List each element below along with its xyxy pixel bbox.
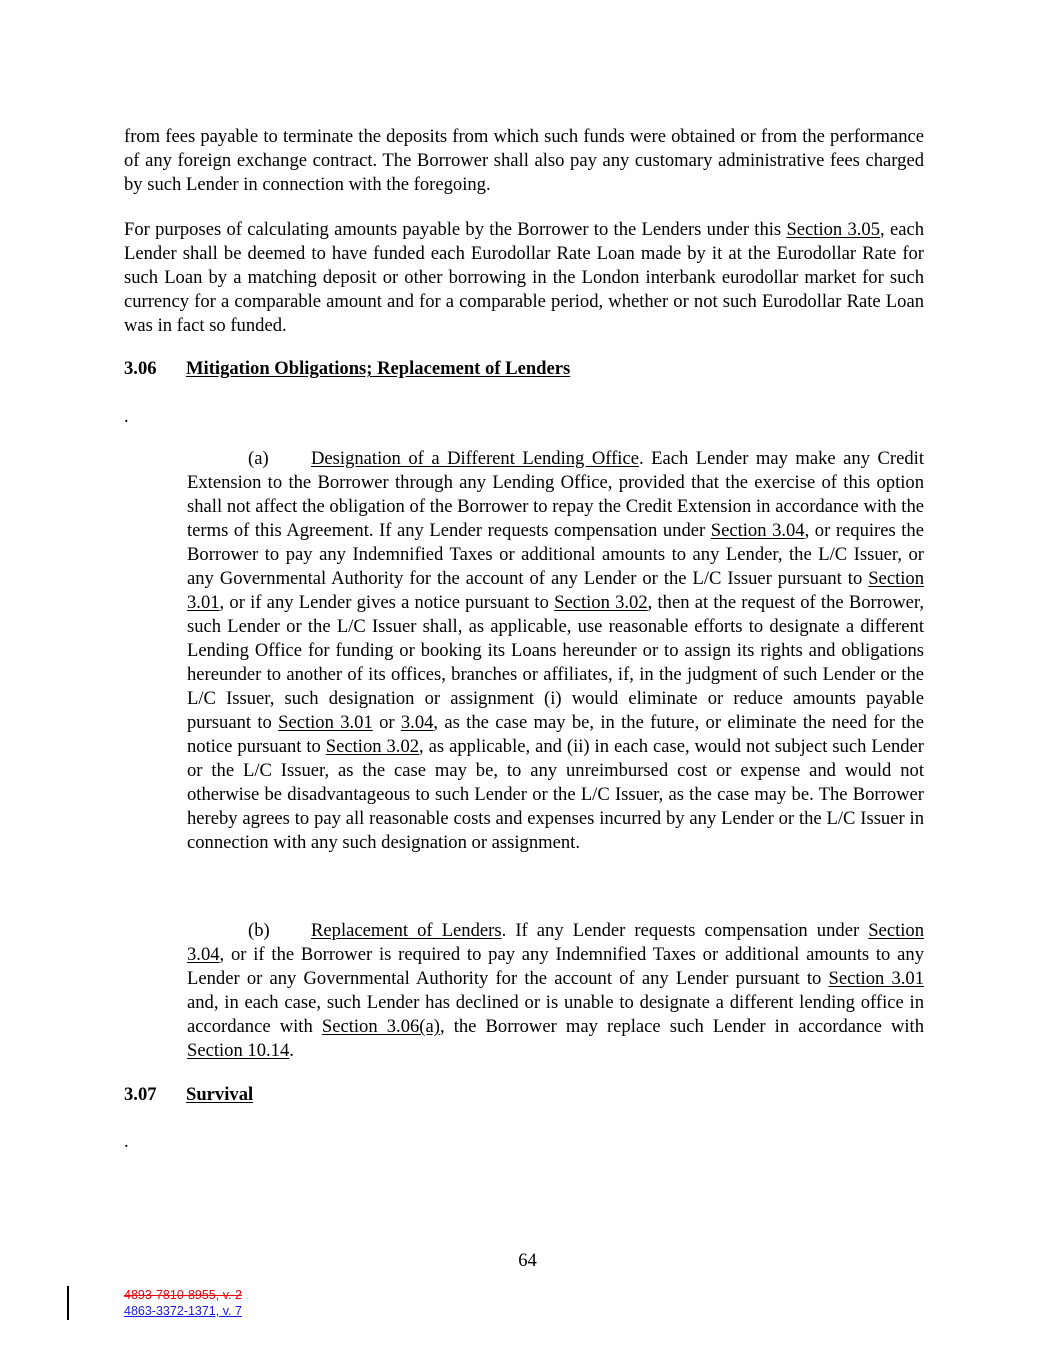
page-number: 64 xyxy=(518,1250,537,1271)
section-ref[interactable]: Section 3.04 xyxy=(710,520,805,541)
section-ref[interactable]: 3.04 xyxy=(400,712,434,733)
section-title: Mitigation Obligations; Replacement of Lenders xyxy=(186,358,571,379)
section-ref[interactable]: Section 3.04 xyxy=(187,920,924,965)
item-b-title: Replacement of Lenders xyxy=(311,920,502,941)
revision-bar xyxy=(67,1286,69,1320)
section-ref[interactable]: Section 3.02 xyxy=(554,592,648,613)
section-3-07-heading xyxy=(124,1083,253,1107)
section-ref[interactable]: Section 3.01 xyxy=(828,968,924,989)
intro-paragraph: from fees payable to terminate the deposits from which such funds were obtained or from the performance of any foreign exchange contract. The Borrower shall also pay any customary administrative fees charged by such Lender in connection with the foregoing. xyxy=(124,126,924,195)
section-ref[interactable]: Section 10.14 xyxy=(187,1040,290,1061)
section-ref[interactable]: Section 3.01 xyxy=(187,568,924,613)
section-ref[interactable]: Section 3.01 xyxy=(278,712,373,733)
section-ref[interactable]: Section 3.06(a) xyxy=(321,1016,440,1037)
document-id-inserted[interactable]: 4863-3372-1371, v. 7 xyxy=(124,1304,242,1318)
item-a-label: (a) xyxy=(248,448,269,469)
item-b-label: (b) xyxy=(248,920,270,941)
section-3-06-dot: . xyxy=(124,406,129,427)
section-3-05-ref[interactable]: Section 3.05 xyxy=(786,219,881,240)
section-3-06-heading xyxy=(124,357,570,381)
item-a-paragraph: (a) Designation of a Different Lending Office. Each Lender may make any Credit Extension to the Borrower through any Lending Office, provided that the exercise of this option shall not affect the obligation of the Borrower to repay the Credit Extension in accordance with the terms of this Agreement. If any Lender requests compensation under Section 3.04, or requires the Borrower to pay any Indemnified Taxes or additional amounts to any Lender, the L/C Issuer, or any Governmental Authority for the account of any Lender or the L/C Issuer pursuant to Section 3.01, or if any Lender gives a notice pursuant to Section 3.02, then at the request of the Borrower, such Lender or the L/C Issuer shall, as applicable, use reasonable efforts to designate a different Lending Office for funding or booking its Loans hereunder or to assign its rights and obligations hereunder to another of its offices, branches or affiliates, if, in the judgment of such Lender or the L/C Issuer, such designation or assignment (i) would eliminate or reduce amounts payable pursuant to Section 3.01 or 3.04, as the case may be, in the future, or eliminate the need for the notice pursuant to Section 3.02, as applicable, and (ii) in each case, would not subject such Lender or the L/C Issuer, as the case may be, to any unreimbursed cost or expense and would not otherwise be disadvantageous to such Lender or the L/C Issuer, as the case may be. The Borrower hereby agrees to pay all reasonable costs and expenses incurred by any Lender or the L/C Issuer in connection with any such designation or assignment. xyxy=(187,448,925,853)
section-3-07-dot: . xyxy=(124,1131,129,1152)
item-a-title: Designation of a Different Lending Office xyxy=(311,448,639,469)
purposes-paragraph: For purposes of calculating amounts payable by the Borrower to the Lenders under this Section 3.05, each Lender shall be deemed to have funded each Eurodollar Rate Loan made by it at the Eurodollar Rate for such Loan by a matching deposit or other borrowing in the London interbank eurodollar market for such currency for a comparable amount and for a comparable period, whether or not such Eurodollar Rate Loan was in fact so funded. xyxy=(124,219,925,336)
document-id-deleted: 4893-7810-8955, v. 2 xyxy=(124,1288,242,1302)
item-b-paragraph: (b) Replacement of Lenders. If any Lender requests compensation under Section 3.04, or if the Borrower is required to pay any Indemnified Taxes or additional amounts to any Lender or any Governmental Authority for the account of any Lender pursuant to Section 3.01 and, in each case, such Lender has declined or is unable to designate a different lending office in accordance with Section 3.06(a), the Borrower may replace such Lender in accordance with Section 10.14. xyxy=(187,920,925,1061)
section-ref[interactable]: Section 3.02 xyxy=(325,736,420,757)
section-title: Survival xyxy=(186,1084,254,1105)
section-number: 3.06 xyxy=(124,358,157,379)
section-number: 3.07 xyxy=(124,1084,157,1105)
